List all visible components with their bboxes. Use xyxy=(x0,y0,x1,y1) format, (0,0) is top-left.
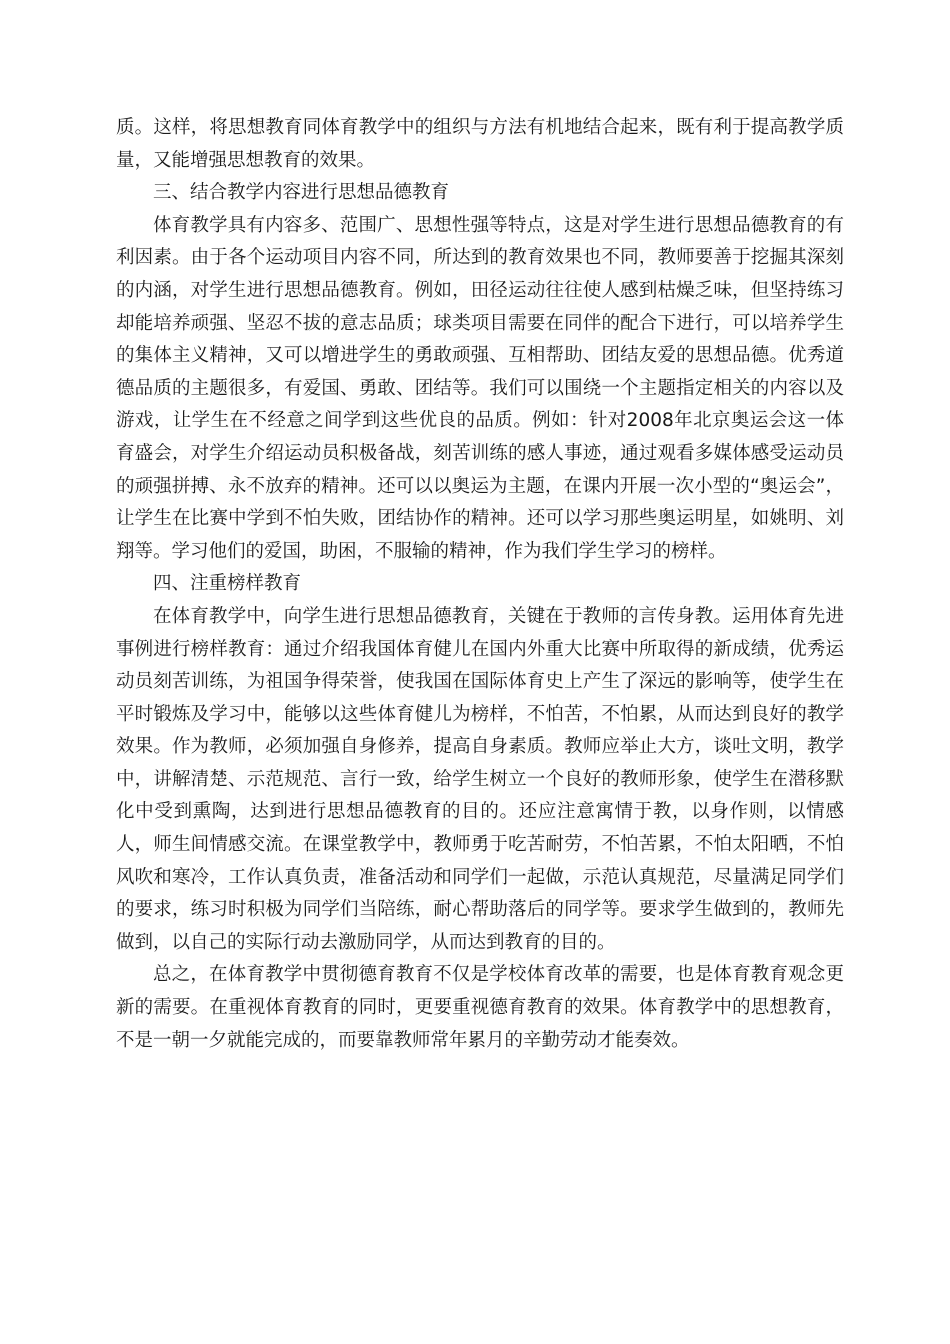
document-body xyxy=(116,112,844,1057)
section-heading-3: 三、结合教学内容进行思想品德教育 xyxy=(153,182,450,204)
section-heading-4: 四、注重榜样教育 xyxy=(153,573,302,595)
paragraph-continuation: 质。这样，将思想教育同体育教学中的组织与方法有机地结合起来，既有利于提高教学质量，又能增强思想教育的效果。 xyxy=(116,117,844,171)
paragraph-role-model: 在体育教学中，向学生进行思想品德教育，关键在于教师的言传身教。运用体育先进事例进行榜样教育：通过介绍我国体育健儿在国内外重大比赛中所取得的新成绩，优秀运动员刻苦训练，为祖国争得荣誉，使我国在国际体育史上产生了深远的影响等，使学生在平时锻炼及学习中，能够以这些体育健儿为榜样，不怕苦，不怕累，从而达到良好的教学效果。作为教师，必须加强自身修养，提高自身素质。教师应举止大方，谈吐文明，教学中，讲解清楚、示范规范、言行一致，给学生树立一个良好的教师形象，使学生在潜移默化中受到熏陶，达到进行思想品德教育的目的。还应注意寓情于教，以身作则，以情感人，师生间情感交流。在课堂教学中，教师勇于吃苦耐劳，不怕苦累，不怕太阳晒，不怕风吹和寒冷，工作认真负责，准备活动和同学们一起做，示范认真规范，尽量满足同学们的要求，练习时积极为同学们当陪练，耐心帮助落后的同学等。要求学生做到的，教师先做到，以自己的实际行动去激励同学，从而达到教育的目的。 xyxy=(116,605,844,953)
paragraph-content-education: 体育教学具有内容多、范围广、思想性强等特点，这是对学生进行思想品德教育的有利因素。由于各个运动项目内容不同，所达到的教育效果也不同，教师要善于挖掘其深刻的内涵，对学生进行思想品德教育。例如，田径运动往往使人感到枯燥乏味，但坚持练习却能培养顽强、坚忍不拔的意志品质；球类项目需要在同伴的配合下进行，可以培养学生的集体主义精神，又可以增进学生的勇敢顽强、互相帮助、团结友爱的思想品德。优秀道德品质的主题很多，有爱国、勇敢、团结等。我们可以围绕一个主题指定相关的内容以及游戏，让学生在不经意之间学到这些优良的品质。例如：针对2008年北京奥运会这一体育盛会，对学生介绍运动员积极备战，刻苦训练的感人事迹，通过观看多媒体感受运动员的顽强拼搏、永不放弃的精神。还可以以奥运为主题，在课内开展一次小型的“奥运会”，让学生在比赛中学到不怕失败，团结协作的精神。还可以学习那些奥运明星，如姚明、刘翔等。学习他们的爱国，助困，不服输的精神，作为我们学生学习的榜样。 xyxy=(116,214,844,562)
paragraph-conclusion: 总之，在体育教学中贯彻德育教育不仅是学校体育改革的需要，也是体育教育观念更新的需要。在重视体育教育的同时，更要重视德育教育的效果。体育教学中的思想教育，不是一朝一夕就能完成的，而要靠教师常年累月的辛勤劳动才能奏效。 xyxy=(116,964,844,1051)
